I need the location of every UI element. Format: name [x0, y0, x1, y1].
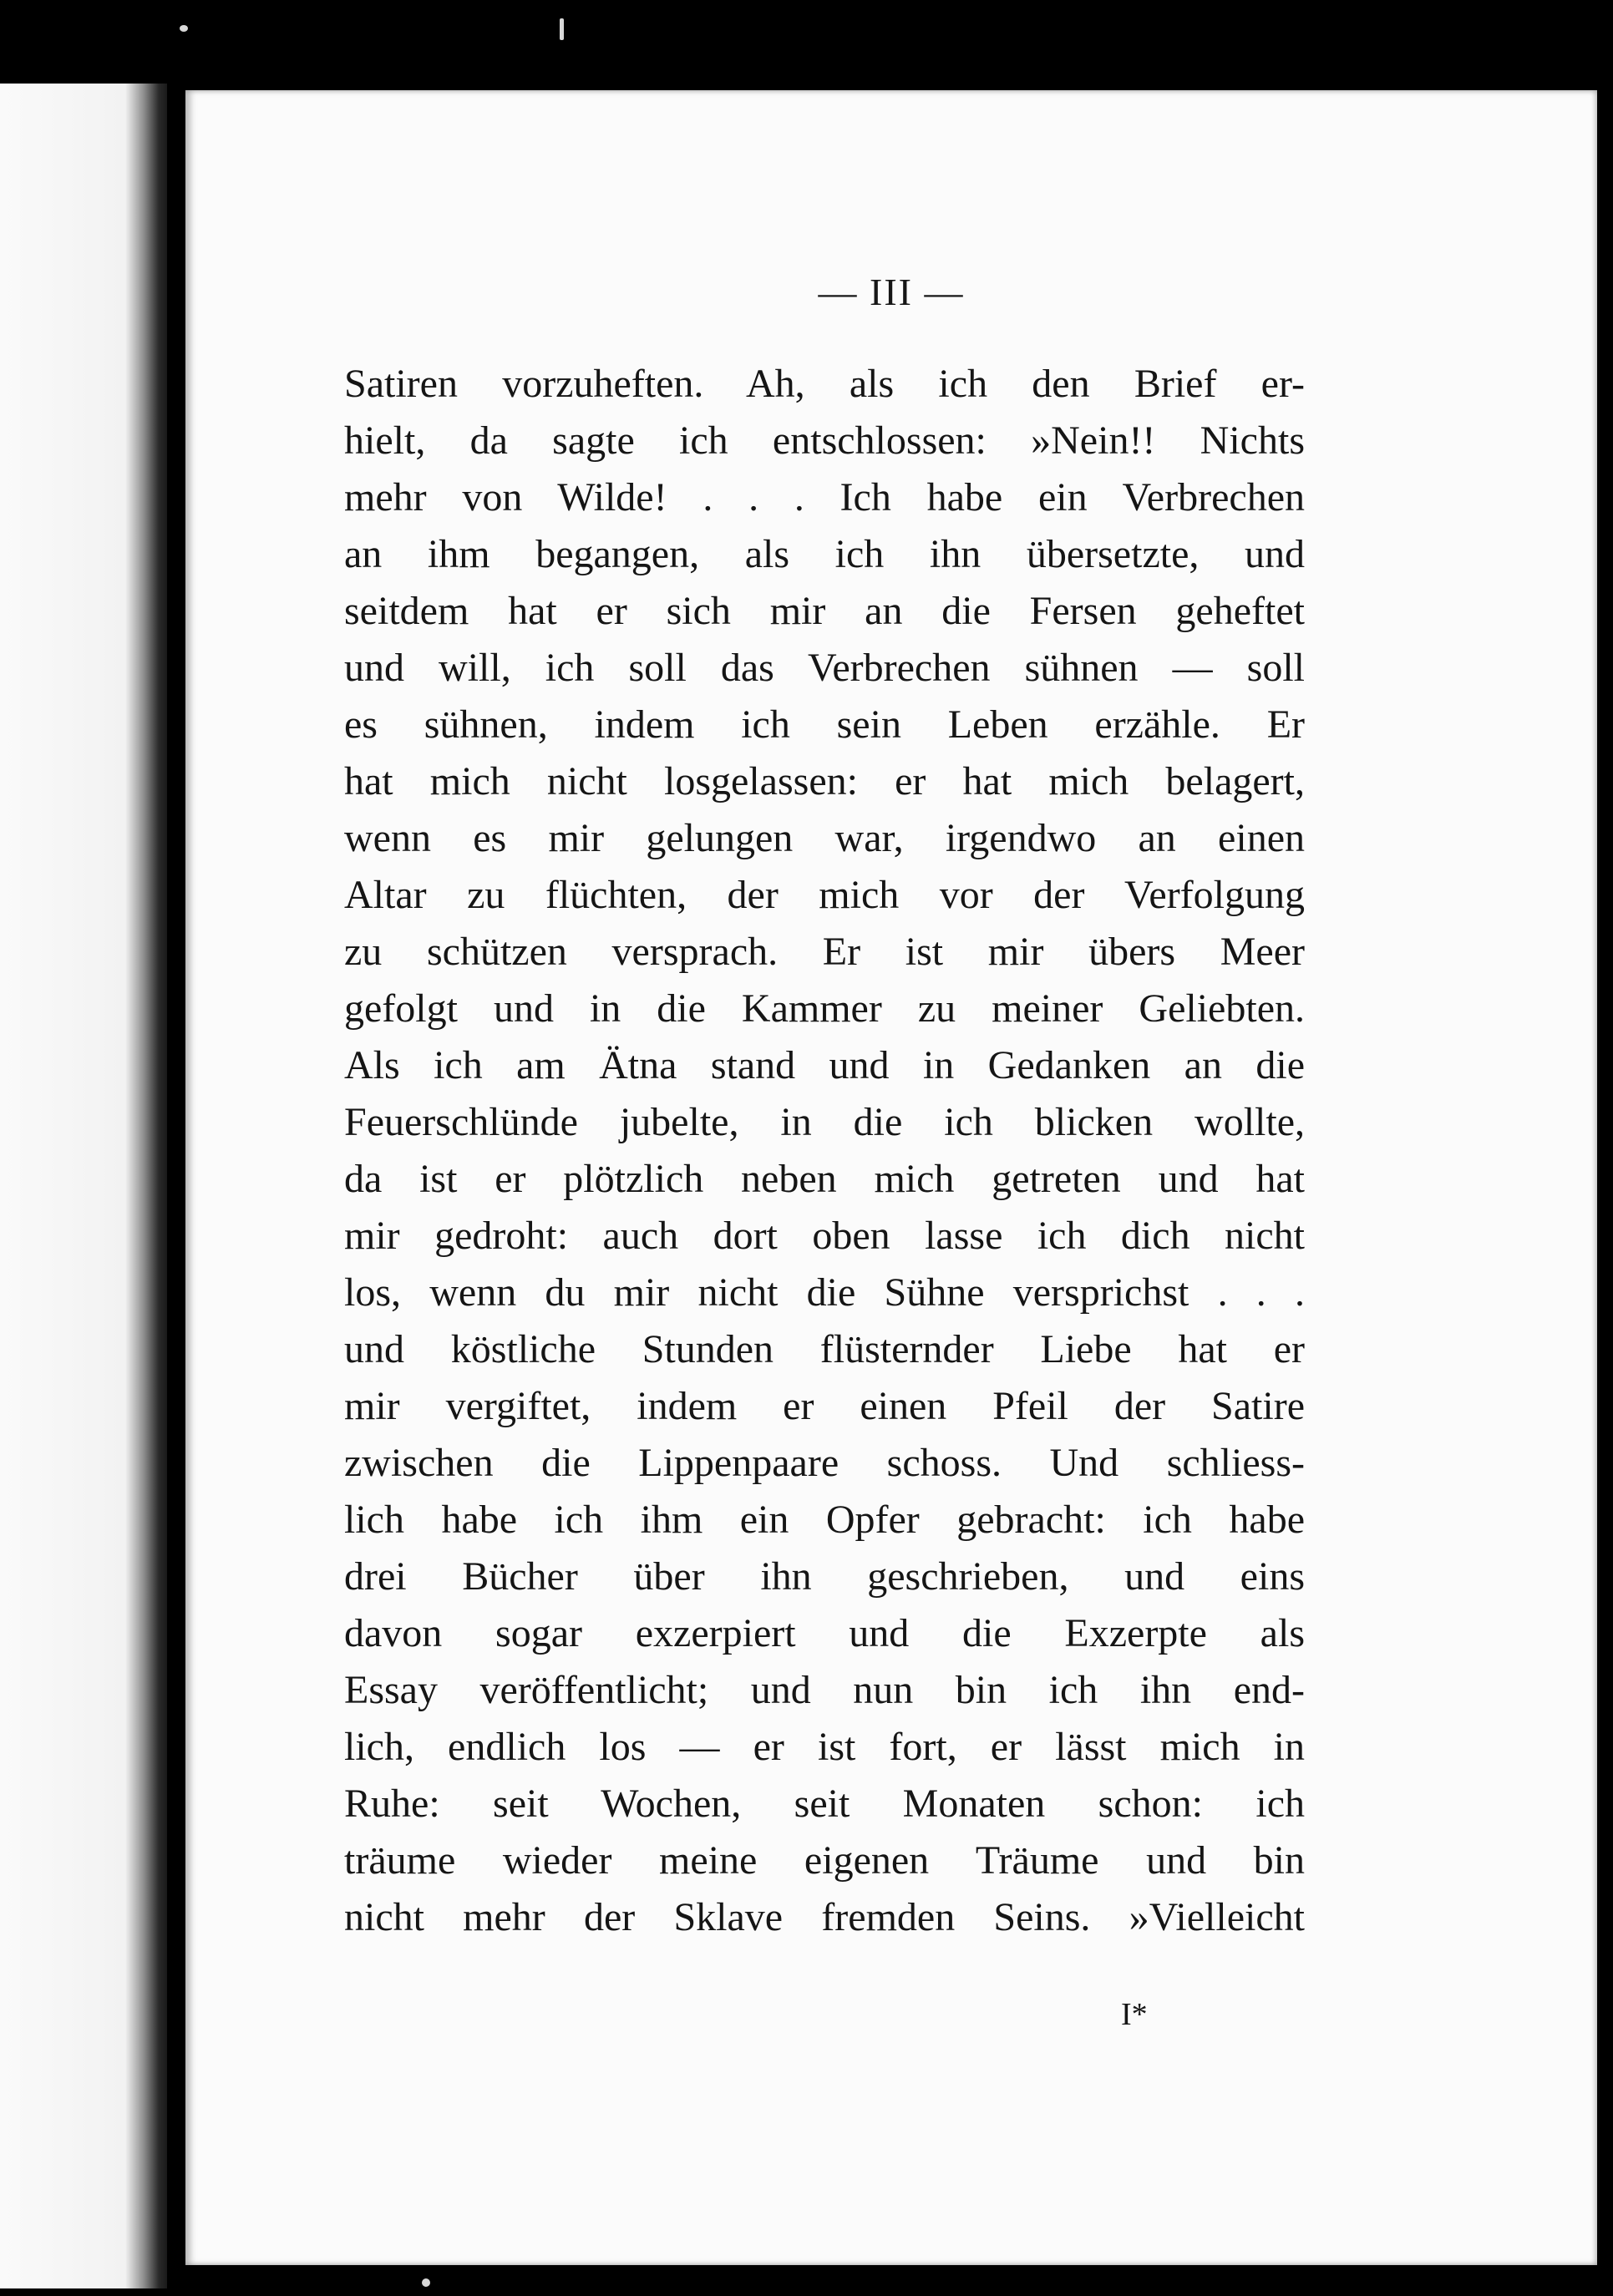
- text-line: Als ich am Ätna stand und in Gedanken an die: [344, 1043, 1305, 1087]
- scan-speck: [180, 25, 188, 32]
- book-spine-edge: [0, 84, 167, 2288]
- text-line: zu schützen versprach. Er ist mir übers Meer: [344, 930, 1305, 974]
- text-line: Feuerschlünde jubelte, in die ich blicken wollte,: [344, 1100, 1305, 1144]
- text-line: hielt, da sagte ich entschlossen: »Nein!! Nichts: [344, 418, 1305, 463]
- scan-speck: [422, 2278, 430, 2287]
- text-line: träume wieder meine eigenen Träume und bin: [344, 1838, 1305, 1883]
- text-line: wenn es mir gelungen war, irgendwo an einen: [344, 816, 1305, 860]
- text-line: Altar zu flüchten, der mich vor der Verfolgung: [344, 873, 1305, 917]
- page-number: — III —: [818, 271, 965, 313]
- text-line: mir gedroht: auch dort oben lasse ich dich nicht: [344, 1214, 1305, 1258]
- text-line: los, wenn du mir nicht die Sühne versprichst . . .: [344, 1270, 1305, 1315]
- text-line: Ruhe: seit Wochen, seit Monaten schon: ich: [344, 1782, 1305, 1826]
- text-line: drei Bücher über ihn geschrieben, und eins: [344, 1554, 1305, 1599]
- text-line: mehr von Wilde! . . . Ich habe ein Verbrechen: [344, 475, 1305, 520]
- text-line: lich, endlich los — er ist fort, er lässt mich in: [344, 1725, 1305, 1769]
- text-line: gefolgt und in die Kammer zu meiner Geliebten.: [344, 986, 1305, 1031]
- text-line: hat mich nicht losgelassen: er hat mich belagert,: [344, 759, 1305, 803]
- text-line: mir vergiftet, indem er einen Pfeil der Satire: [344, 1384, 1305, 1428]
- text-line: und köstliche Stunden flüsternder Liebe hat er: [344, 1327, 1305, 1371]
- scan-speck: [560, 18, 564, 40]
- signature-mark: I*: [1121, 1997, 1148, 2032]
- text-line: zwischen die Lippenpaare schoss. Und schliess-: [344, 1441, 1305, 1485]
- text-line: Satiren vorzuheften. Ah, als ich den Brief er-: [344, 362, 1305, 406]
- body-text: [344, 356, 1305, 1946]
- text-line: nicht mehr der Sklave fremden Seins. »Vielleicht: [344, 1895, 1305, 1939]
- text-line: davon sogar exzerpiert und die Exzerpte als: [344, 1611, 1305, 1655]
- text-line: und will, ich soll das Verbrechen sühnen — soll: [344, 646, 1305, 690]
- text-line: an ihm begangen, als ich ihn übersetzte, und: [344, 532, 1305, 576]
- book-page: [185, 90, 1597, 2265]
- text-line: Essay veröffentlicht; und nun bin ich ihn end-: [344, 1668, 1305, 1712]
- text-line: lich habe ich ihm ein Opfer gebracht: ich habe: [344, 1498, 1305, 1542]
- text-line: es sühnen, indem ich sein Leben erzähle. Er: [344, 702, 1305, 747]
- text-line: seitdem hat er sich mir an die Fersen geheftet: [344, 589, 1305, 633]
- text-line: da ist er plötzlich neben mich getreten und hat: [344, 1157, 1305, 1201]
